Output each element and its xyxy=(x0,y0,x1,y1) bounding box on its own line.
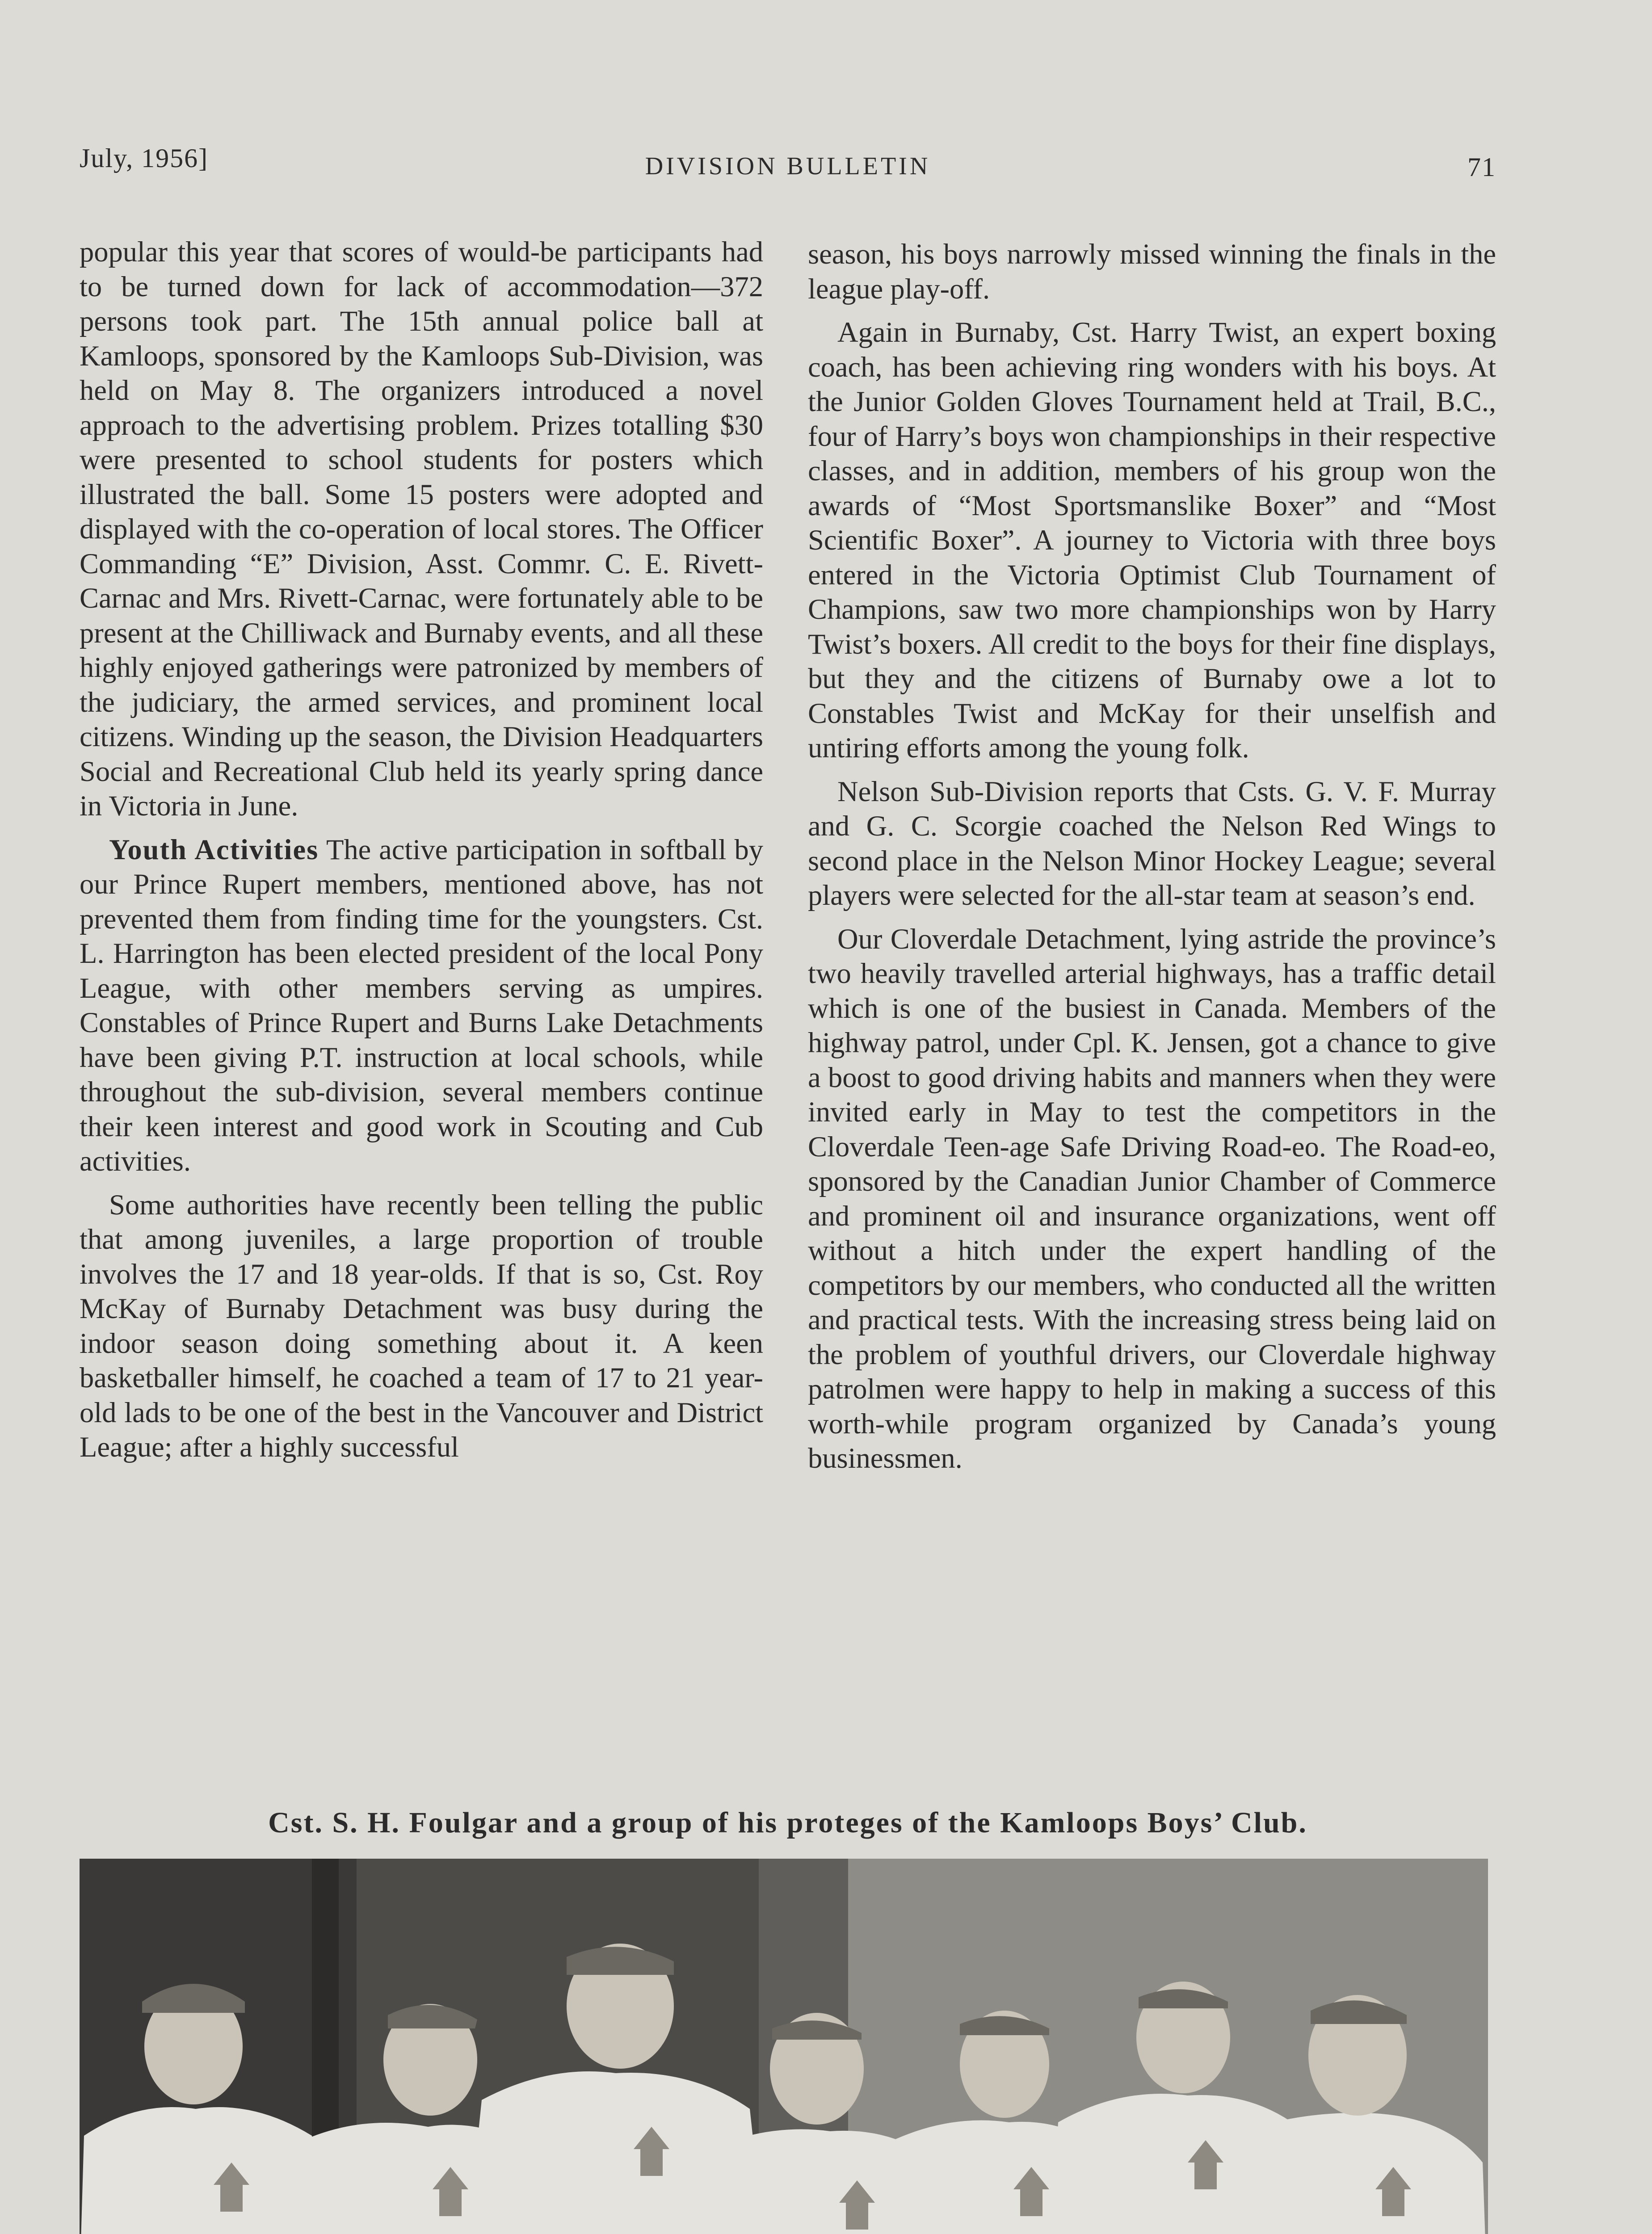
paragraph: Some authorities have recently been telling the public that among juveniles, a large proportion of trouble involves the 17 and 18 year-olds. If that is so, Cst. Roy McKay of Burnaby Detachment was busy during the indoor season doing something about it. A keen basketballer himself, he coached a team of 17 to 21 year-old lads to be one of the best in the Vancouver and District League; after a highly successful xyxy=(80,1188,763,1463)
header-date: July, 1956] xyxy=(80,143,209,173)
right-column xyxy=(808,237,1496,1485)
photo-illustration xyxy=(80,1859,1488,2234)
paragraph: Again in Burnaby, Cst. Harry Twist, an expert boxing coach, has been achieving ring wonders with his boys. At the Junior Golden Gloves Tournament held at Trail, B.C., four of Harry’s boys won championships in their respective classes, and in addition, members of his group won the awards of “Most Sportsmanslike Boxer” and “Most Scientific Boxer”. A journey to Victoria with three boys entered in the Victoria Optimist Club Tournament of Champions, saw two more championships won by Harry Twist’s boxers. All credit to the boys for their fine displays, but they and the citizens of Burnaby owe a lot to Constables Twist and McKay for their unselfish and untiring efforts among the young folk. xyxy=(808,316,1496,764)
running-header xyxy=(80,143,1496,183)
group-photo xyxy=(80,1859,1488,2234)
figure-caption: Cst. S. H. Foulgar and a group of his proteges of the Kamloops Boys’ Club. xyxy=(268,1806,1307,1839)
paragraph: season, his boys narrowly missed winning the finals in the league play-off. xyxy=(808,238,1496,305)
section-heading: Youth Activities xyxy=(109,833,319,865)
paragraph-text: The active participation in softball by our Prince Rupert members, mentioned above, has not prevented them from finding time for the youngsters. Cst. L. Harrington has been elected president of the local Pony League, with other members serving as umpires. Constables of Prince Rupert and Burns Lake Detachments have been giving P.T. instruction at local schools, while throughout the sub-division, several members continue their keen interest and good work in Scouting and Cub activities. xyxy=(80,833,763,1177)
paragraph: popular this year that scores of would-be participants had to be turned down for lack of accommodation—372 persons took part. The 15th annual police ball at Kamloops, sponsored by the Kamloops Sub-Division, was held on May 8. The organizers introduced a novel approach to the advertising problem. Prizes totalling $30 were presented to school students for posters which illustrated the ball. Some 15 posters were adopted and displayed with the co-operation of local stores. The Officer Commanding “E” Division, Asst. Commr. C. E. Rivett-Carnac and Mrs. Rivett-Carnac, were fortunately able to be present at the Chilliwack and Burnaby events, and all these highly enjoyed gatherings were patronized by members of the judiciary, the armed services, and prominent local citizens. Winding up the season, the Division Headquarters Social and Recreational Club held its yearly spring dance in Victoria in June. xyxy=(80,236,763,822)
left-column xyxy=(80,235,763,1474)
paragraph-youth-activities xyxy=(80,832,763,1179)
header-title: DIVISION BULLETIN xyxy=(645,152,931,180)
paragraph: Our Cloverdale Detachment, lying astride the province’s two heavily travelled arterial highways, has a traffic detail which is one of the busiest in Canada. Members of the highway patrol, under Cpl. K. Jensen, got a chance to give a boost to good driving habits and manners when they were invited early in May to test the competitors in the Cloverdale Teen-age Safe Driving Road-eo. The Road-eo, sponsored by the Canadian Junior Chamber of Commerce and prominent oil and insurance organizations, went off without a hitch under the expert handling of the competitors by our members, who conducted all the written and practical tests. With the increasing stress being laid on the problem of youthful drivers, our Cloverdale highway patrolmen were happy to help in making a success of this worth-while program organized by Canada’s young businessmen. xyxy=(808,923,1496,1474)
page-number: 71 xyxy=(1467,152,1496,182)
paragraph: Nelson Sub-Division reports that Csts. G. V. F. Murray and G. C. Scorgie coached the Nelson Red Wings to second place in the Nelson Minor Hockey League; several players were selected for the all-star team at season’s end. xyxy=(808,775,1496,911)
